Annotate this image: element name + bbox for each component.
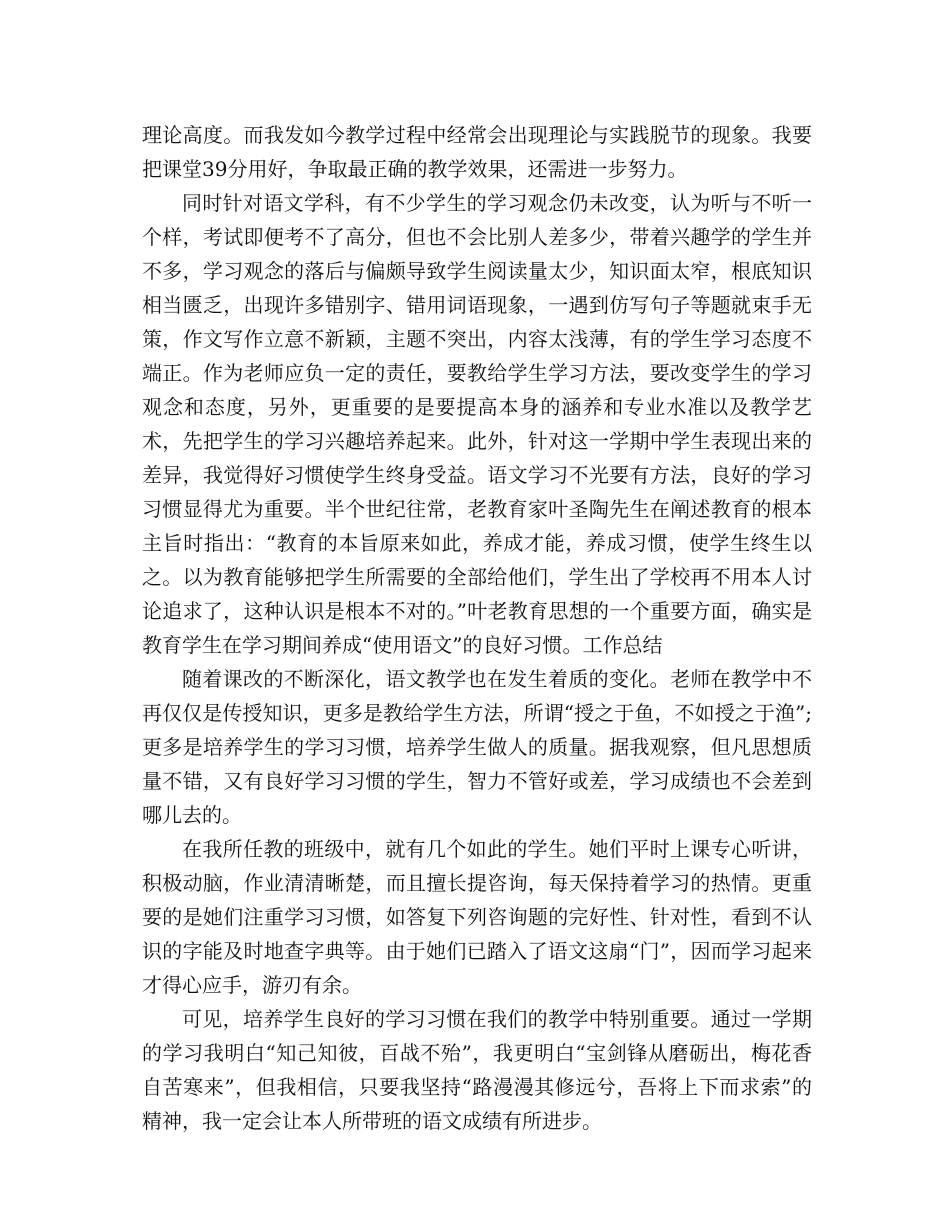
paragraph-3: 随着课改的不断深化，语文教学也在发生着质的变化。老师在教学中不再仅仅是传授知识，更多是教给学生方法，所谓“授之于鱼，不如授之于渔”;更多是培养学生的学习习惯，培养学生做人的质量。据我观察，但凡思想质量不错，又有良好学习习惯的学生，智力不管好或差，学习成绩也不会差到哪儿去的。 bbox=[142, 667, 812, 827]
paragraph-5: 可见，培养学生良好的学习习惯在我们的教学中特别重要。通过一学期的学习我明白“知己知彼，百战不殆”，我更明白“宝剑锋从磨砺出，梅花香自苦寒来”，但我相信，只要我坚持“路漫漫其修远兮，吾将上下而求索”的精神，我一定会让本人所带班的语文成绩有所进步。 bbox=[142, 1007, 812, 1133]
document-body bbox=[142, 118, 812, 1138]
paragraph-4: 在我所任教的班级中，就有几个如此的学生。她们平时上课专心听讲，积极动脑，作业清清晰楚，而且擅长提咨询，每天保持着学习的热情。更重要的是她们注重学习习惯，如答复下列咨询题的完好性、针对性，看到不认识的字能及时地查字典等。由于她们已踏入了语文这扇“门”，因而学习起来才得心应手，游刃有余。 bbox=[142, 837, 812, 997]
paragraph-2: 同时针对语文学科，有不少学生的学习观念仍未改变，认为听与不听一个样，考试即便考不了高分，但也不会比别人差多少，带着兴趣学的学生并不多，学习观念的落后与偏颇导致学生阅读量太少，知识面太窄，根底知识相当匮乏，出现许多错别字、错用词语现象，一遇到仿写句子等题就束手无策，作文写作立意不新颖，主题不突出，内容太浅薄，有的学生学习态度不端正。作为老师应负一定的责任，要教给学生学习方法，要改变学生的学习观念和态度，另外，更重要的是要提高本身的涵养和专业水准以及教学艺术，先把学生的学习兴趣培养起来。此外，针对这一学期中学生表现出来的差异，我觉得好习惯使学生终身受益。语文学习不光要有方法，良好的学习习惯显得尤为重要。半个世纪往常，老教育家叶圣陶先生在阐述教育的根本主旨时指出：“教育的本旨原来如此，养成才能，养成习惯，使学生终生以之。以为教育能够把学生所需要的全部给他们，学生出了学校再不用本人讨论追求了，这种认识是根本不对的。”叶老教育思想的一个重要方面，确实是教育学生在学习期间养成“使用语文”的良好习惯。工作总结 bbox=[142, 191, 812, 657]
paragraph-1: 理论高度。而我发如今教学过程中经常会出现理论与实践脱节的现象。我要把课堂39分用好，争取最正确的教学效果，还需进一步努力。 bbox=[142, 123, 812, 181]
